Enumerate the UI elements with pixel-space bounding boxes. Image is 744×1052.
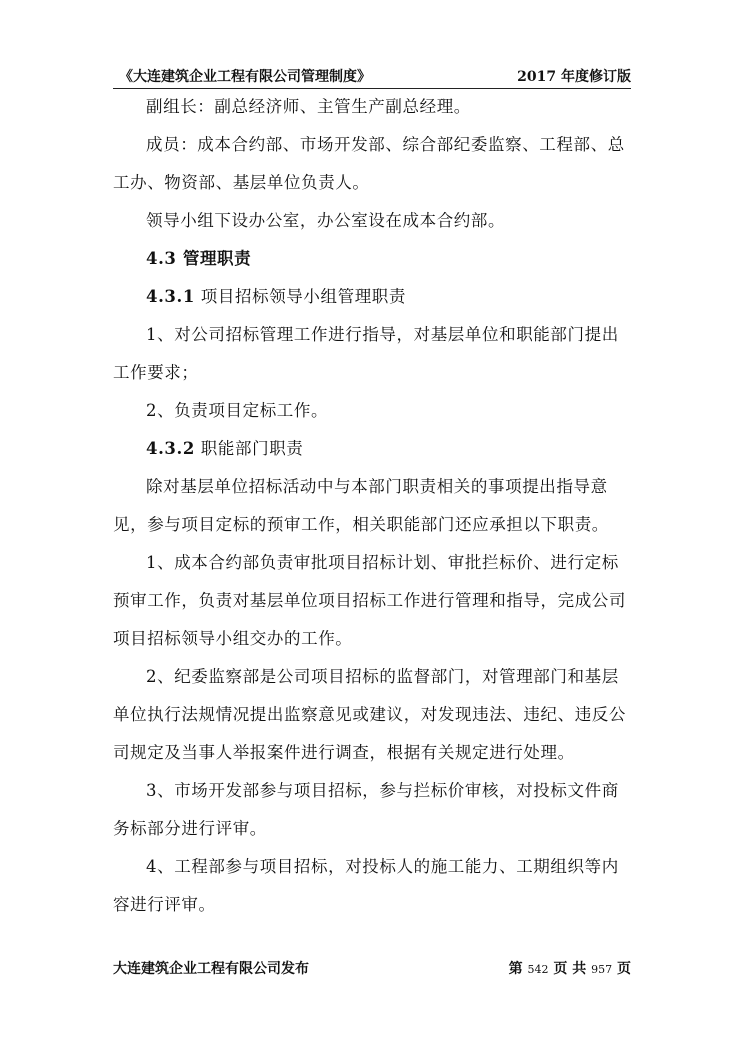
- duty-1-line3: 项目招标领导小组交办的工作。: [113, 629, 353, 648]
- header-edition: 2017 年度修订版: [517, 69, 631, 85]
- paragraph-members-line1: 成员：成本合约部、市场开发部、综合部纪委监察、工程部、总: [146, 135, 625, 154]
- duty-3-line1: 3、市场开发部参与项目招标，参与拦标价审核，对投标文件商: [146, 781, 619, 800]
- intro-line2: 见，参与项目定标的预审工作，相关职能部门还应承担以下职责。: [113, 515, 609, 534]
- paragraph-deputy-leader: 副组长：副总经济师、主管生产副总经理。: [146, 97, 471, 116]
- section-heading-4-3-2: [113, 430, 633, 468]
- section-number: 4.3.1: [146, 287, 195, 306]
- page-prefix: 第: [508, 961, 528, 977]
- section-heading-4-3: 4.3 管理职责: [146, 249, 252, 268]
- page-footer: [113, 958, 631, 980]
- page-mid: 页 共: [548, 961, 592, 977]
- document-body: [113, 88, 633, 924]
- paragraph-office: 领导小组下设办公室，办公室设在成本合约部。: [146, 211, 506, 230]
- item-2: 2、负责项目定标工作。: [146, 401, 329, 420]
- section-title: 项目招标领导小组管理职责: [200, 287, 406, 306]
- duty-4-line2: 容进行评审。: [113, 895, 216, 914]
- footer-publisher: 大连建筑企业工程有限公司发布: [113, 961, 309, 977]
- duty-1-line1: 1、成本合约部负责审批项目招标计划、审批拦标价、进行定标: [146, 553, 619, 572]
- paragraph-members-line2: 工办、物资部、基层单位负责人。: [113, 173, 370, 192]
- page-header: [113, 64, 631, 89]
- current-page: 542: [527, 963, 549, 976]
- duty-2-line2: 单位执行法规情况提出监察意见或建议，对发现违法、违纪、违反公: [113, 705, 626, 724]
- duty-2-line1: 2、纪委监察部是公司项目招标的监督部门，对管理部门和基层: [146, 667, 619, 686]
- total-pages: 957: [591, 963, 613, 976]
- intro-line1: 除对基层单位招标活动中与本部门职责相关的事项提出指导意: [146, 477, 608, 496]
- header-document-title: 《大连建筑企业工程有限公司管理制度》: [119, 69, 371, 85]
- section-title: 职能部门职责: [200, 439, 304, 458]
- item-1-line1: 1、对公司招标管理工作进行指导，对基层单位和职能部门提出: [146, 325, 619, 344]
- section-heading-4-3-1: [113, 278, 633, 316]
- item-1-line2: 工作要求；: [113, 363, 199, 382]
- duty-2-line3: 司规定及当事人举报案件进行调查，根据有关规定进行处理。: [113, 743, 575, 762]
- page-suffix: 页: [612, 961, 631, 977]
- duty-4-line1: 4、工程部参与项目招标，对投标人的施工能力、工期组织等内: [146, 857, 619, 876]
- duty-3-line2: 务标部分进行评审。: [113, 819, 267, 838]
- page-number: [509, 958, 631, 978]
- section-number: 4.3.2: [146, 439, 195, 458]
- duty-1-line2: 预审工作，负责对基层单位项目招标工作进行管理和指导，完成公司: [113, 591, 626, 610]
